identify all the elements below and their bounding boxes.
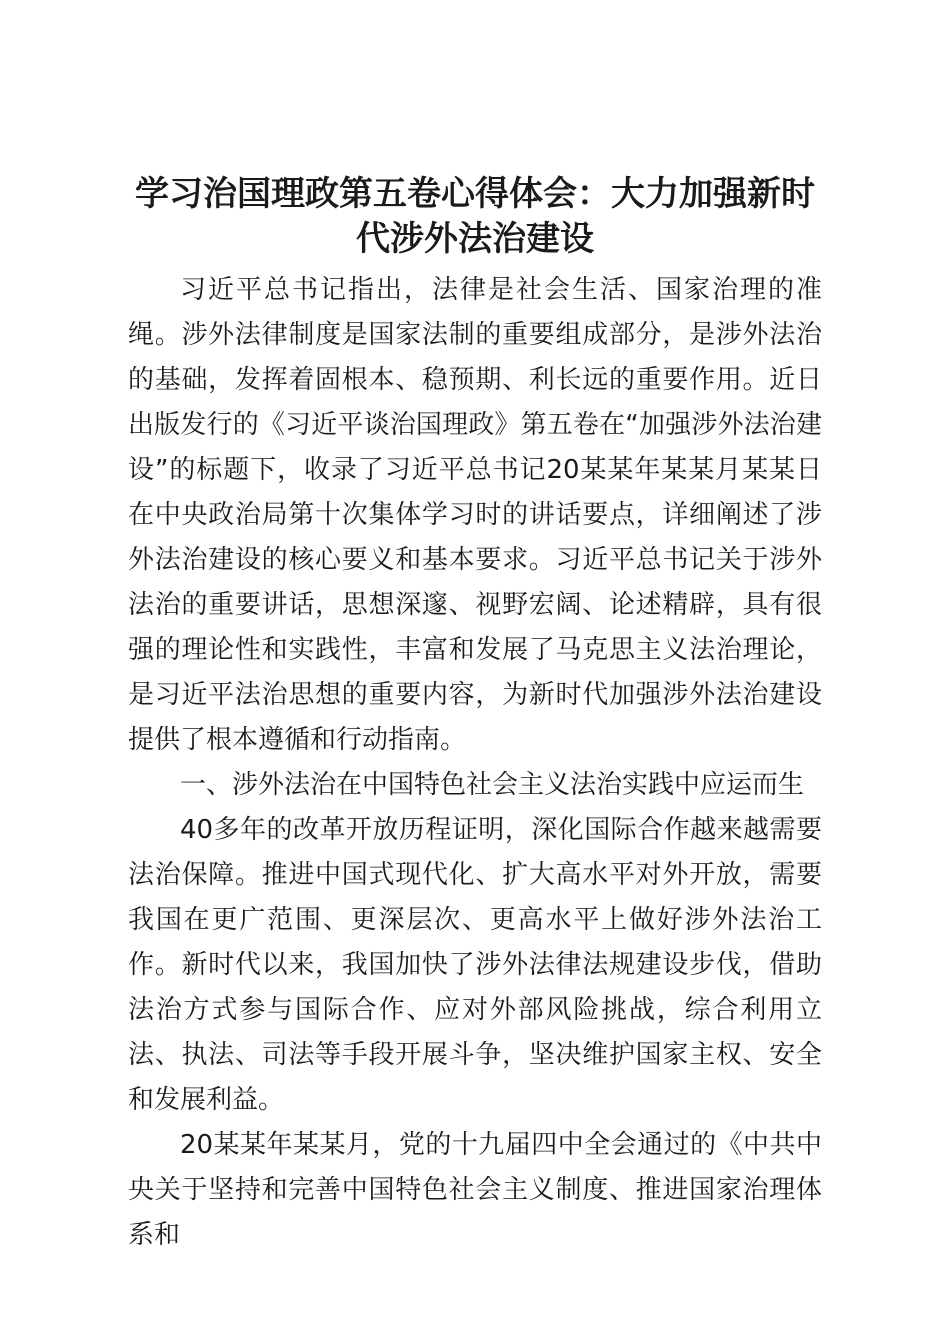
paragraph-section-1: 40多年的改革开放历程证明，深化国际合作越来越需要法治保障。推进中国式现代化、扩大高水平对外开放，需要我国在更广范围、更深层次、更高水平上做好涉外法治工作。新时代以来，我国加快了涉外法律法规建设步伐，借助法治方式参与国际合作、应对外部风险挑战，综合利用立法、执法、司法等手段开展斗争，坚决维护国家主权、安全和发展利益。	[128, 815, 822, 1115]
paragraph-intro: 习近平总书记指出，法律是社会生活、国家治理的准绳。涉外法律制度是国家法制的重要组成部分，是涉外法治的基础，发挥着固根本、稳预期、利长远的重要作用。近日出版发行的《习近平谈治国理政》第五卷在“加强涉外法治建设”的标题下，收录了习近平总书记20某某年某某月某某日在中央政治局第十次集体学习时的讲话要点，详细阐述了涉外法治建设的核心要义和基本要求。习近平总书记关于涉外法治的重要讲话，思想深邃、视野宏阔、论述精辟，具有很强的理论性和实践性，丰富和发展了马克思主义法治理论，是习近平法治思想的重要内容，为新时代加强涉外法治建设提供了根本遵循和行动指南。	[128, 275, 822, 755]
document-title: 学习治国理政第五卷心得体会：大力加强新时代涉外法治建设	[135, 174, 815, 259]
document-page	[128, 172, 822, 1258]
paragraph-section-1-continued: 20某某年某某月，党的十九届四中全会通过的《中共中央关于坚持和完善中国特色社会主义制度、推进国家治理体系和	[128, 1130, 822, 1250]
section-heading-1: 一、涉外法治在中国特色社会主义法治实践中应运而生	[180, 770, 805, 800]
